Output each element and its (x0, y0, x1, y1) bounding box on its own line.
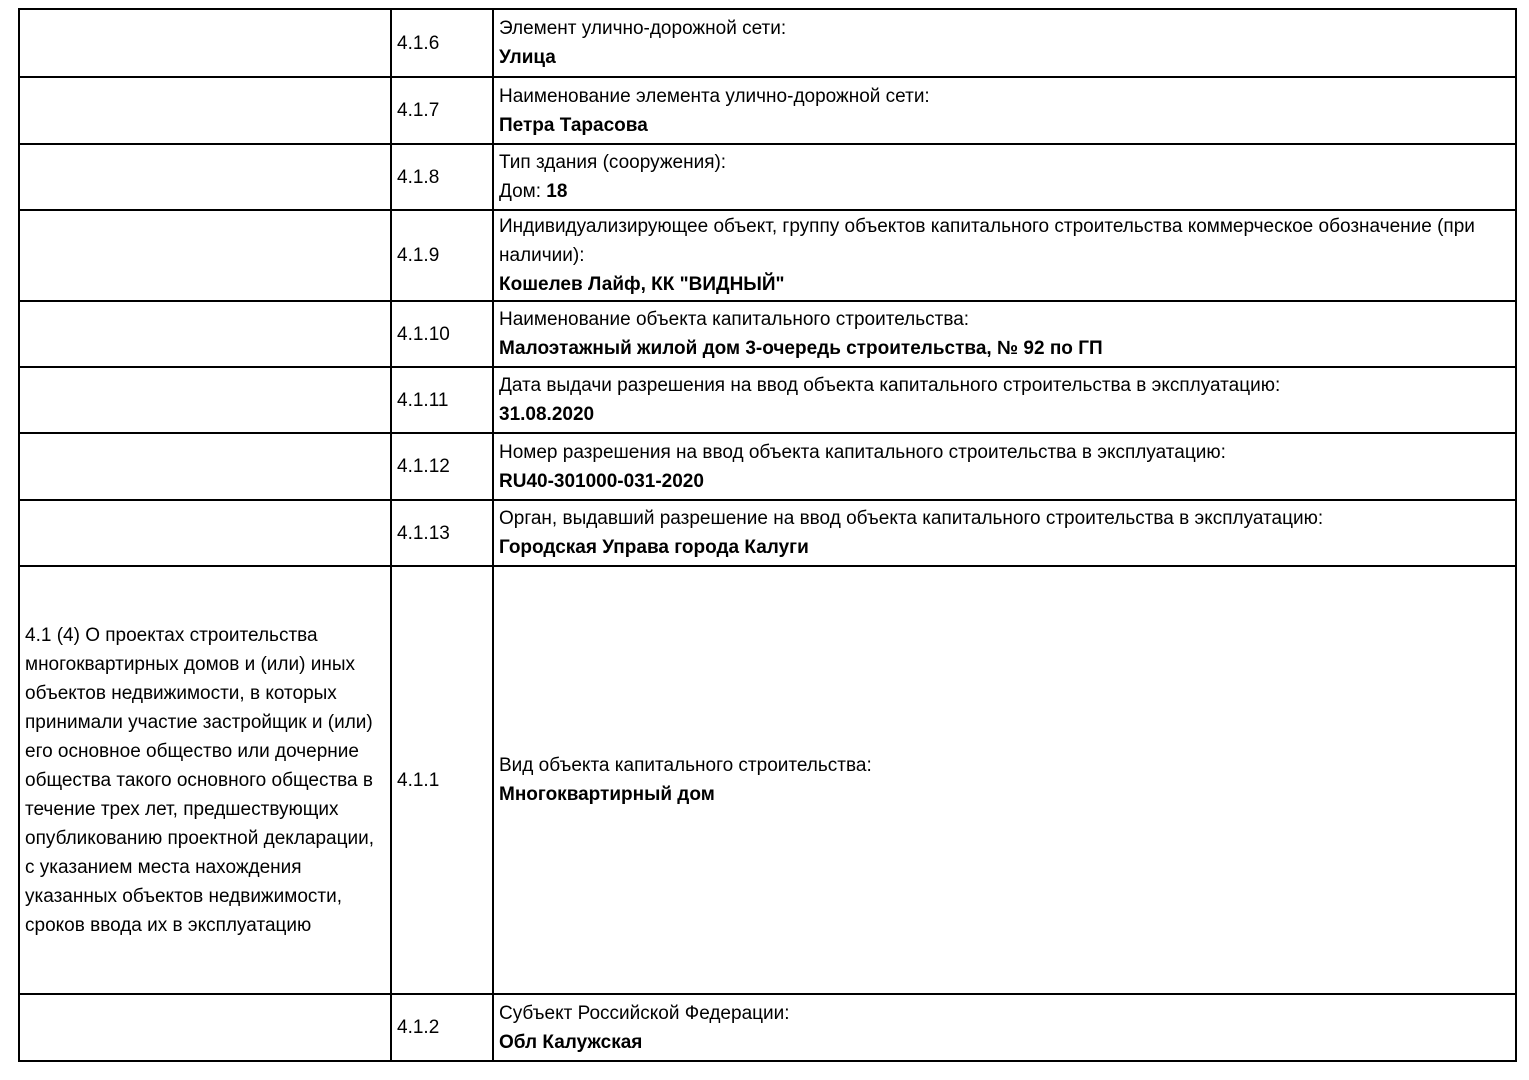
section-4-1-description: 4.1 (4) О проектах строительства многоквартирных домов и (или) иных объектов недвижимости, в которых принимали участие застройщик и (или) его основное общество или дочерние общества такого основного общества в течение трех лет, предшествующих опубликованию проектной декларации, с указанием места нахождения указанных объектов недвижимости, сроков ввода их в эксплуатацию (19, 566, 391, 994)
table-row (19, 301, 1516, 367)
row-empty-cell (19, 433, 391, 500)
field-label: Наименование объекта капитального строительства: (499, 309, 970, 330)
row-code: 4.1.9 (391, 210, 493, 301)
row-content (493, 566, 1516, 994)
field-value-line (499, 1028, 1510, 1057)
row-empty-cell (19, 144, 391, 210)
field-label: Субъект Российской Федерации: (499, 1002, 790, 1024)
field-label: Индивидуализирующее объект, группу объектов капитального строительства коммерческое обозначение (при наличии): (499, 216, 1475, 266)
row-content (493, 367, 1516, 433)
row-code: 4.1.13 (391, 500, 493, 566)
table-row (19, 500, 1516, 566)
row-empty-cell (19, 9, 391, 77)
field-value-line (499, 270, 1510, 299)
field-value-line (499, 780, 1510, 809)
field-label: Орган, выдавший разрешение на ввод объекта капитального строительства в эксплуатацию: (499, 508, 1324, 529)
row-content (493, 994, 1516, 1061)
field-value-line (499, 334, 1510, 363)
row-content (493, 500, 1516, 566)
field-value: Улица (499, 47, 556, 68)
row-empty-cell (19, 500, 391, 566)
row-content (493, 433, 1516, 500)
project-declaration-table (18, 8, 1517, 1062)
row-empty-cell (19, 367, 391, 433)
table-row (19, 433, 1516, 500)
row-code: 4.1.1 (391, 566, 493, 994)
row-content (493, 210, 1516, 301)
table-row (19, 994, 1516, 1061)
field-value-line (499, 467, 1510, 496)
row-code: 4.1.6 (391, 9, 493, 77)
field-value: Малоэтажный жилой дом 3-очередь строительства, № 92 по ГП (499, 338, 1103, 359)
table-row (19, 144, 1516, 210)
field-value: 18 (546, 181, 568, 202)
table-row (19, 9, 1516, 77)
table-row (19, 367, 1516, 433)
row-code: 4.1.12 (391, 433, 493, 500)
field-value-line (499, 111, 1510, 140)
row-empty-cell (19, 301, 391, 367)
row-code: 4.1.11 (391, 367, 493, 433)
row-code: 4.1.8 (391, 144, 493, 210)
field-value-line (499, 533, 1510, 562)
field-value-line (499, 400, 1510, 429)
table-row-section (19, 566, 1516, 994)
field-value-line (499, 177, 1510, 206)
value-prefix: Дом: (499, 181, 547, 202)
row-code: 4.1.10 (391, 301, 493, 367)
field-label: Наименование элемента улично-дорожной сети: (499, 85, 930, 107)
row-content (493, 77, 1516, 144)
field-label: Дата выдачи разрешения на ввод объекта капитального строительства в эксплуатацию: (499, 375, 1281, 396)
field-value: Многоквартирный дом (499, 784, 715, 805)
row-code: 4.1.7 (391, 77, 493, 144)
field-label: Тип здания (сооружения): (499, 152, 727, 173)
row-empty-cell (19, 77, 391, 144)
field-label: Элемент улично-дорожной сети: (499, 18, 787, 39)
field-value: Обл Калужская (499, 1031, 643, 1053)
field-value: Петра Тарасова (499, 114, 648, 136)
table-row (19, 210, 1516, 301)
field-value: RU40-301000-031-2020 (499, 470, 704, 492)
field-label: Вид объекта капитального строительства: (499, 755, 872, 776)
field-value: Городская Управа города Калуги (499, 537, 809, 558)
row-code: 4.1.2 (391, 994, 493, 1061)
field-value: Кошелев Лайф, КК "ВИДНЫЙ" (499, 274, 785, 295)
row-empty-cell (19, 210, 391, 301)
field-value-line (499, 43, 1510, 72)
row-content (493, 9, 1516, 77)
table-row (19, 77, 1516, 144)
field-value: 31.08.2020 (499, 404, 595, 425)
field-label: Номер разрешения на ввод объекта капитального строительства в эксплуатацию: (499, 441, 1226, 463)
row-content (493, 301, 1516, 367)
row-empty-cell (19, 994, 391, 1061)
row-content (493, 144, 1516, 210)
